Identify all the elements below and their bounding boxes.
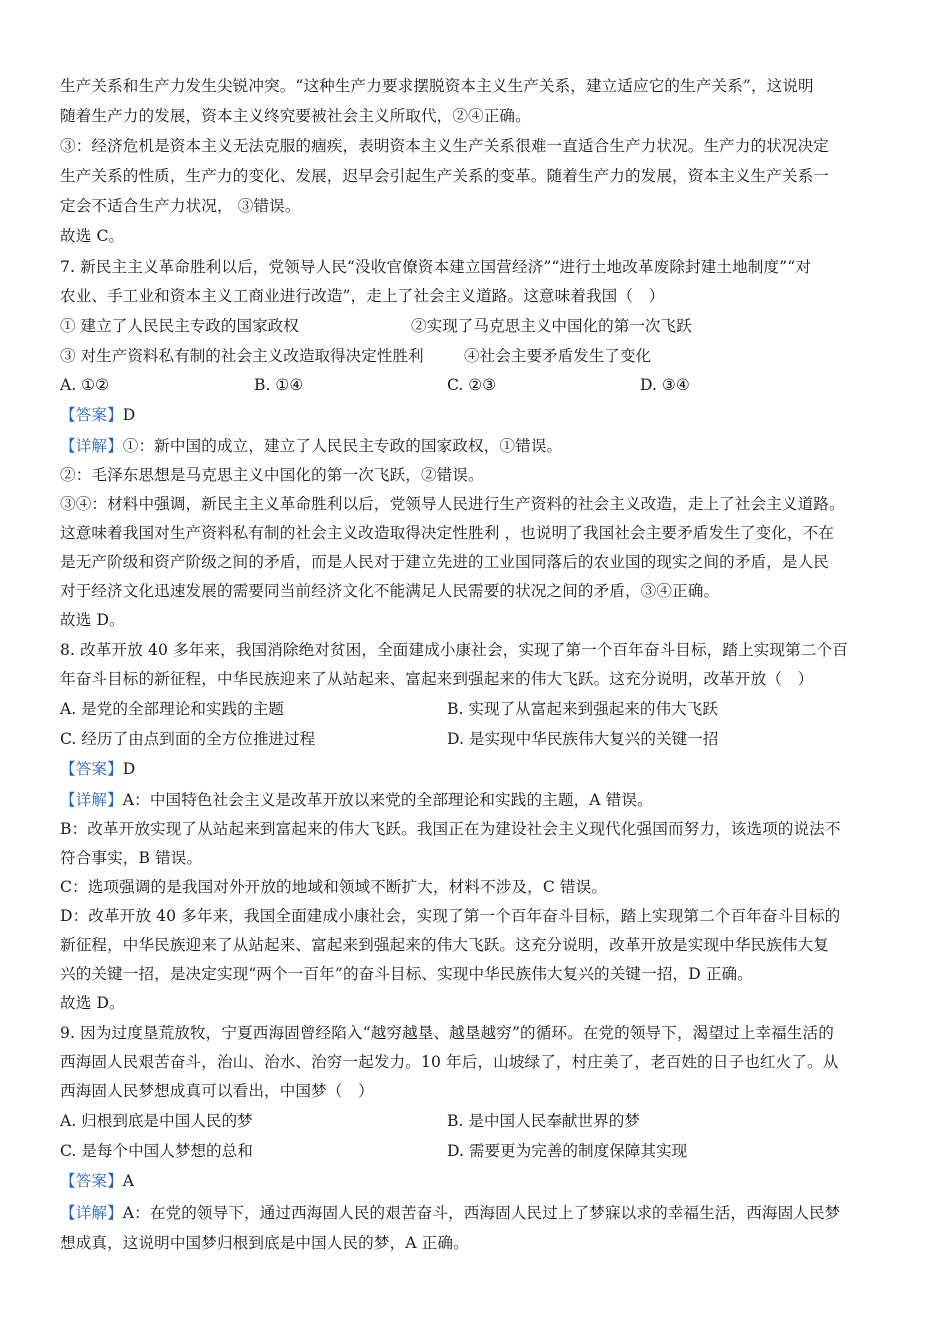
conclusion-line: 故选 C。 <box>60 227 125 245</box>
q7-conclusion: 故选 D。 <box>60 611 125 629</box>
detail-label: 【详解】 <box>60 1204 123 1222</box>
q8-detail <box>60 790 653 810</box>
q8-option-d: D. 是实现中华民族伟大复兴的关键一招 <box>447 730 719 748</box>
intro-line: 生产关系和生产力发生尖锐冲突。“这种生产力要求摆脱资本主义生产关系，建立适应它的生产关系”，这说明 <box>60 77 814 95</box>
answer-value: A <box>122 1172 135 1190</box>
q7-detail-line: ③④：材料中强调，新民主主义革命胜利以后，党领导人民进行生产资料的社会主义改造，走上了社会主义道路。 <box>60 495 845 513</box>
q9-option-a: A. 归根到底是中国人民的梦 <box>60 1112 253 1130</box>
q8-conclusion: 故选 D。 <box>60 994 125 1012</box>
q8-detail-line: 兴的关键一招，是决定实现“两个一百年”的奋斗目标、实现中华民族伟大复兴的关键一招，D 正确。 <box>60 965 753 983</box>
q8-option-a: A. 是党的全部理论和实践的主题 <box>60 700 284 718</box>
q9-option-b: B. 是中国人民奉献世界的梦 <box>447 1112 640 1130</box>
q7-item-3: ③ 对生产资料私有制的社会主义改造取得决定性胜利 <box>60 347 424 365</box>
q7-answer <box>60 405 135 425</box>
detail-text: A：在党的领导下，通过西海固人民的艰苦奋斗，西海固人民过上了梦寐以求的幸福生活，西海固人民梦 <box>122 1204 841 1222</box>
q7-detail-line: ②：毛泽东思想是马克思主义中国化的第一次飞跃，②错误。 <box>60 466 484 484</box>
q7-item-2: ②实现了马克思主义中国化的第一次飞跃 <box>411 317 692 335</box>
intro-line: 定会不适合生产力状况， ③错误。 <box>60 197 301 215</box>
answer-label: 【答案】 <box>60 760 123 778</box>
answer-value: D <box>122 406 136 424</box>
detail-text: ①：新中国的成立，建立了人民民主专政的国家政权，①错误。 <box>122 437 563 455</box>
q7-detail-line: 是无产阶级和资产阶级之间的矛盾，而是人民对于建立先进的工业国同落后的农业国的现实之间的矛盾，是人民 <box>60 553 829 571</box>
q7-detail-line: 这意味着我国对生产资料私有制的社会主义改造取得决定性胜利 ，也说明了我国社会主要矛盾发生了变化，不在 <box>60 524 835 542</box>
q9-option-d: D. 需要更为完善的制度保障其实现 <box>447 1142 688 1160</box>
q7-option-a: A. ①② <box>60 376 110 394</box>
q9-answer <box>60 1171 134 1191</box>
q9-stem: 西海固人民艰苦奋斗，治山、治水、治穷一起发力。10 年后，山坡绿了，村庄美了，老百姓的日子也红火了。从 <box>60 1053 839 1071</box>
q8-detail-line: B：改革开放实现了从站起来到富起来的伟大飞跃。我国正在为建设社会主义现代化强国而努力，该选项的说法不 <box>60 820 841 838</box>
q7-option-c: C. ②③ <box>447 376 497 394</box>
q9-option-c: C. 是每个中国人梦想的总和 <box>60 1142 253 1160</box>
q8-option-b: B. 实现了从富起来到强起来的伟大飞跃 <box>447 700 718 718</box>
intro-line: 生产关系的性质，生产力的变化、发展，迟早会引起生产关系的变革。随着生产力的发展，资本主义生产关系一 <box>60 167 829 185</box>
intro-line: ③：经济危机是资本主义无法克服的痼疾，表明资本主义生产关系很难一直适合生产力状况。生产力的状况决定 <box>60 137 829 155</box>
q9-detail <box>60 1203 840 1223</box>
q9-stem: 西海固人民梦想成真可以看出，中国梦（ ） <box>60 1082 374 1100</box>
q8-option-c: C. 经历了由点到面的全方位推进过程 <box>60 730 316 748</box>
q9-stem: 9. 因为过度垦荒放牧，宁夏西海固曾经陷入“越穷越垦、越垦越穷”的循环。在党的领导下，渴望过上幸福生活的 <box>60 1024 834 1042</box>
q8-detail-line: 新征程，中华民族迎来了从站起来、富起来到强起来的伟大飞跃。这充分说明，改革开放是实现中华民族伟大复 <box>60 936 829 954</box>
q7-detail-line: 对于经济文化迅速发展的需要同当前经济文化不能满足人民需要的状况之间的矛盾，③④正确。 <box>60 582 720 600</box>
q7-item-4: ④社会主要矛盾发生了变化 <box>464 347 652 365</box>
q7-item-1: ① 建立了人民民主专政的国家政权 <box>60 317 299 335</box>
q7-detail <box>60 436 562 456</box>
q7-option-d: D. ③④ <box>640 376 690 394</box>
answer-label: 【答案】 <box>60 1172 123 1190</box>
q8-detail-line: C：选项强调的是我国对外开放的地域和领域不断扩大，材料不涉及，C 错误。 <box>60 878 608 896</box>
q9-detail-line: 想成真，这说明中国梦归根到底是中国人民的梦，A 正确。 <box>60 1234 469 1252</box>
intro-line: 随着生产力的发展，资本主义终究要被社会主义所取代，②④正确。 <box>60 107 531 125</box>
answer-label: 【答案】 <box>60 406 123 424</box>
q7-option-b: B. ①④ <box>254 376 304 394</box>
detail-label: 【详解】 <box>60 791 123 809</box>
q7-stem: 7. 新民主主义革命胜利以后，党领导人民“没收官僚资本建立国营经济”“进行土地改革废除封建土地制度”“对 <box>60 258 812 276</box>
q8-detail-line: 符合事实，B 错误。 <box>60 849 203 867</box>
answer-value: D <box>122 760 136 778</box>
q8-stem: 年奋斗目标的新征程，中华民族迎来了从站起来、富起来到强起来的伟大飞跃。这充分说明，改革开放（ ） <box>60 670 814 688</box>
q7-stem: 农业、手工业和资本主义工商业进行改造”，走上了社会主义道路。这意味着我国（ ） <box>60 287 665 305</box>
detail-text: A：中国特色社会主义是改革开放以来党的全部理论和实践的主题，A 错误。 <box>122 791 653 809</box>
detail-label: 【详解】 <box>60 437 123 455</box>
q8-stem: 8. 改革开放 40 多年来，我国消除绝对贫困，全面建成小康社会，实现了第一个百年奋斗目标，踏上实现第二个百 <box>60 641 848 659</box>
q8-answer <box>60 759 135 779</box>
q8-detail-line: D：改革开放 40 多年来，我国全面建成小康社会，实现了第一个百年奋斗目标，踏上实现第二个百年奋斗目标的 <box>60 907 841 925</box>
